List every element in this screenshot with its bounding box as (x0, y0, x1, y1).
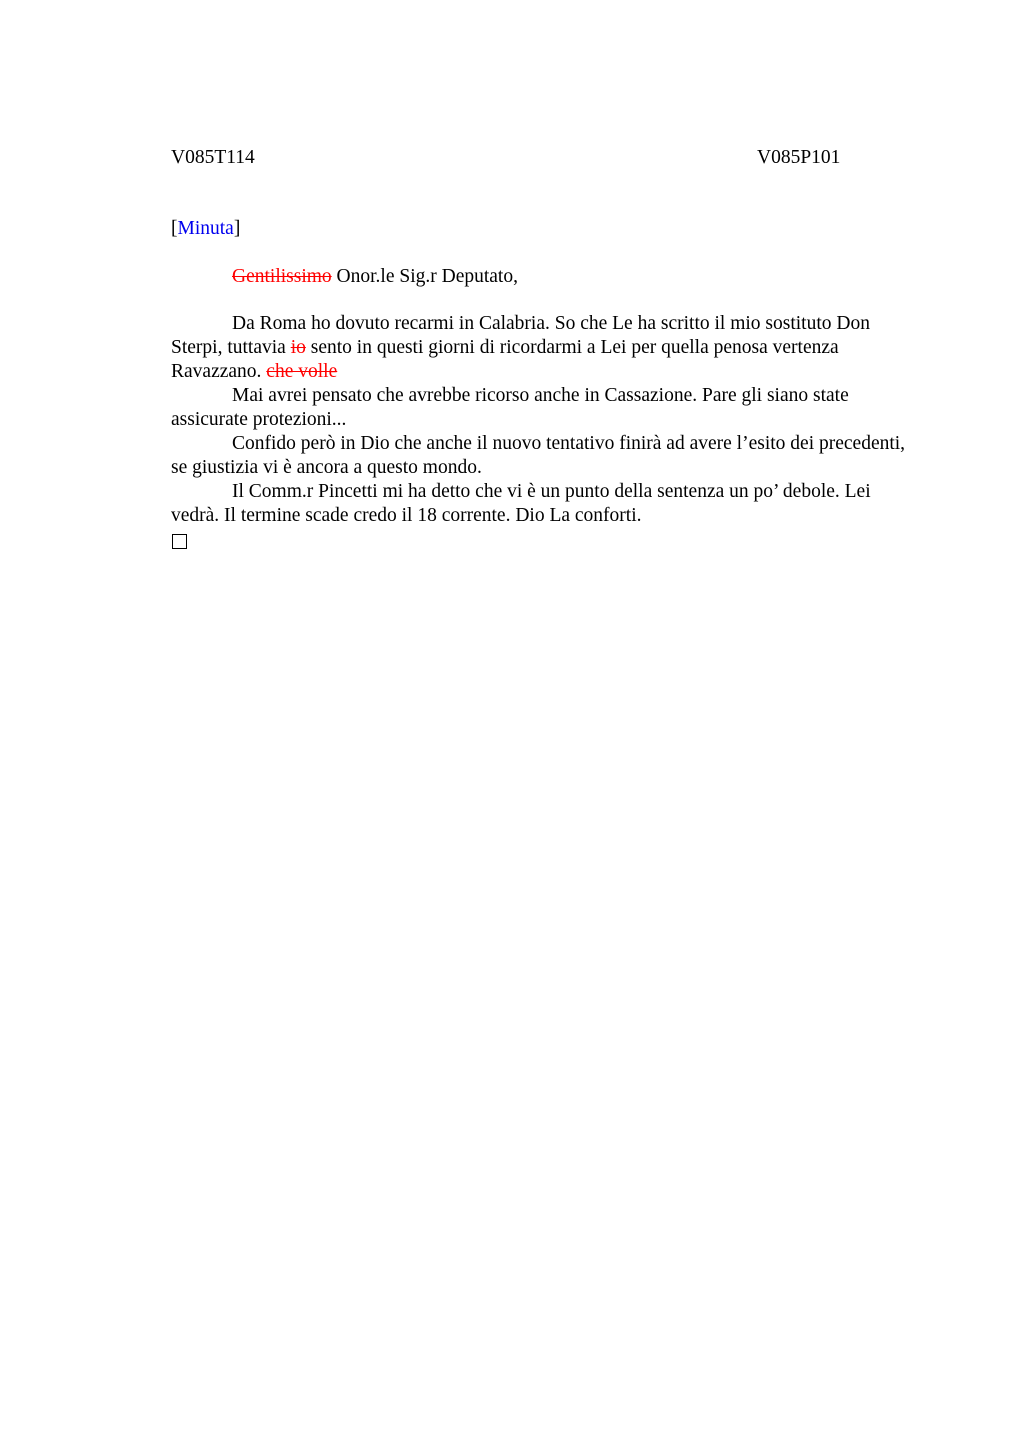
deleted-word-salutation: Gentilissimo (232, 266, 332, 287)
document-code-right: V085P101 (757, 147, 841, 168)
paragraph-1-part-b: sento in questi giorni di ricordarmi a Lei per quella penosa vertenza Ravazzano. (171, 337, 839, 382)
document-code-left: V085T114 (171, 147, 255, 168)
paragraph-3: Confido però in Dio che anche il nuovo tentativo finirà ad avere l’esito dei precedenti, se giustizia vi è ancora a questo mondo. (171, 433, 906, 478)
deleted-phrase-che-volle: che volle (266, 361, 338, 382)
letter-body (171, 312, 913, 549)
deleted-word-io: io (290, 337, 306, 358)
paragraph-1 (171, 312, 913, 384)
close-bracket: ] (233, 218, 241, 239)
document-page (171, 0, 913, 1450)
salutation (232, 265, 518, 289)
paragraph-2: Mai avrei pensato che avrebbe ricorso anche in Cassazione. Pare gli siano state assicurate protezioni... (171, 385, 849, 430)
minuta-link[interactable]: Minuta (177, 218, 234, 239)
salutation-text: Onor.le Sig.r Deputato, (331, 266, 518, 287)
paragraph-1-part-a: Da Roma ho dovuto recarmi in Calabria. So che Le ha scritto il mio sostituto Don Sterpi, tuttavia (171, 313, 870, 358)
end-of-document-box-icon (172, 534, 187, 549)
open-bracket: [ (171, 218, 178, 239)
minuta-label (171, 217, 240, 241)
paragraph-4: Il Comm.r Pincetti mi ha detto che vi è un punto della sentenza un po’ debole. Lei vedrà. Il termine scade credo il 18 corrente. Dio La conforti. (171, 481, 871, 526)
